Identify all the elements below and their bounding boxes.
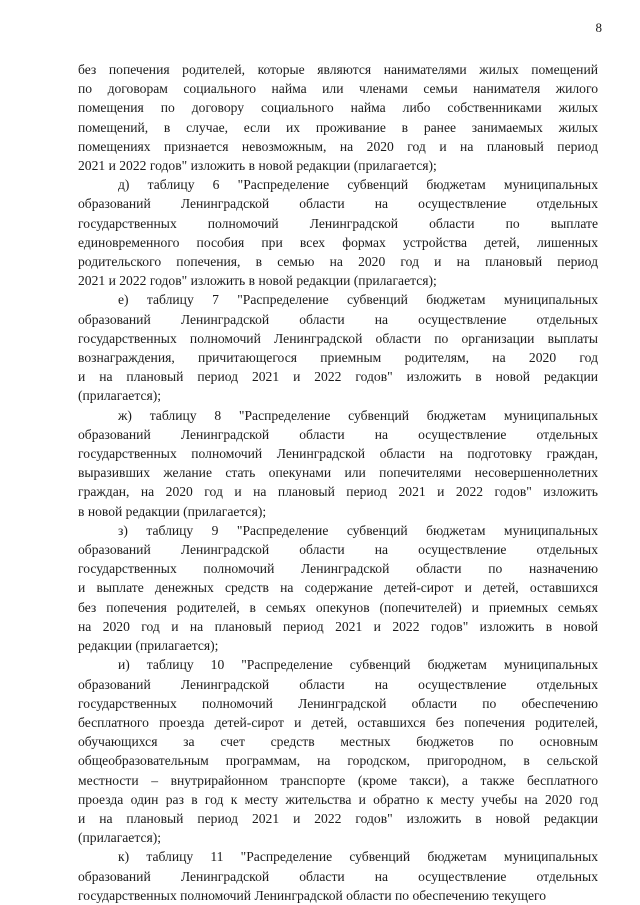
text-line: вознаграждения, причитающегося приемным родителям, на 2020 год xyxy=(78,350,598,366)
text-line: з) таблицу 9 "Распределение субвенций бюджетам муниципальных xyxy=(118,522,598,538)
text-line: без попечения родителей, в семьях опекунов (попечителей) и приемных семьях xyxy=(78,599,598,615)
text-line: и на плановый период 2021 и 2022 годов" изложить в новой редакции xyxy=(78,369,598,385)
text-line: граждан, на 2020 год и на плановый период 2021 и 2022 годов" изложить xyxy=(78,484,598,500)
text-line: и выплате денежных средств на содержание детей-сирот и детей, оставшихся xyxy=(78,580,598,596)
text-line: 2021 и 2022 годов" изложить в новой редакции (прилагается); xyxy=(78,158,437,174)
text-line: единовременного пособия при всех формах устройства детей, лишенных xyxy=(78,234,598,250)
text-line: на 2020 год и на плановый период 2021 и 2022 годов" изложить в новой xyxy=(78,618,598,634)
text-line: государственных полномочий Ленинградской области на подготовку граждан, xyxy=(78,446,598,462)
text-line: родительского попечения, в семью на 2020 год и на плановый период xyxy=(78,254,598,270)
paragraph-continuation xyxy=(78,60,598,175)
text-line: без попечения родителей, которые являются нанимателями жилых помещений xyxy=(78,62,598,77)
text-line: государственных полномочий Ленинградской области по организации выплаты xyxy=(78,330,598,346)
text-line: образований Ленинградской области на осуществление отдельных xyxy=(78,196,598,212)
text-line: помещения по договору социального найма либо собственниками жилых xyxy=(78,100,598,116)
page-number: 8 xyxy=(595,20,602,35)
document-body xyxy=(78,60,598,905)
text-line: обучающихся за счет средств местных бюджетов по основным xyxy=(78,734,598,750)
text-line: образований Ленинградской области на осуществление отдельных xyxy=(78,311,598,327)
text-line: 2021 и 2022 годов" изложить в новой редакции (прилагается); xyxy=(78,273,437,289)
text-line: государственных полномочий Ленинградской области по назначению xyxy=(78,561,598,577)
text-line: государственных полномочий Ленинградской области по выплате xyxy=(78,215,598,231)
text-line: местности – внутрирайонном транспорте (кроме такси), а также бесплатного xyxy=(78,772,598,788)
paragraph-item-z xyxy=(78,521,598,655)
text-line: по договорам социального найма или членами семьи нанимателя жилого xyxy=(78,81,598,97)
paragraph-item-e xyxy=(78,290,598,405)
text-line: выразивших желание стать опекунами или попечителями несовершеннолетних xyxy=(78,465,598,481)
text-line: (прилагается); xyxy=(78,830,162,846)
text-line: редакции (прилагается); xyxy=(78,638,219,654)
text-line: образований Ленинградской области на осуществление отдельных xyxy=(78,868,598,884)
paragraph-item-i xyxy=(78,655,598,847)
text-line: ж) таблицу 8 "Распределение субвенций бюджетам муниципальных xyxy=(118,407,598,423)
text-line: государственных полномочий Ленинградской области по обеспечению текущего xyxy=(78,887,547,903)
text-line: е) таблицу 7 "Распределение субвенций бюджетам муниципальных xyxy=(118,292,598,308)
paragraph-item-d xyxy=(78,175,598,290)
text-line: общеобразовательным программам, на городском, пригородном, в сельской xyxy=(78,753,598,769)
text-line: проезда один раз в год к месту жительства и обратно к месту учебы на 2020 год xyxy=(78,791,598,807)
text-line: бесплатного проезда детей-сирот и детей, оставшихся без попечения родителей, xyxy=(78,714,598,730)
paragraph-item-k xyxy=(78,847,598,905)
text-line: образований Ленинградской области на осуществление отдельных xyxy=(78,676,598,692)
text-line: и на плановый период 2021 и 2022 годов" изложить в новой редакции xyxy=(78,810,598,826)
text-line: в новой редакции (прилагается); xyxy=(78,503,267,519)
text-line: к) таблицу 11 "Распределение субвенций бюджетам муниципальных xyxy=(118,849,598,865)
text-line: образований Ленинградской области на осуществление отдельных xyxy=(78,426,598,442)
text-line: государственных полномочий Ленинградской области по обеспечению xyxy=(78,695,598,711)
text-line: образований Ленинградской области на осуществление отдельных xyxy=(78,542,598,558)
text-line: помещениях признается невозможным, на 2020 год и на плановый период xyxy=(78,138,598,154)
text-line: и) таблицу 10 "Распределение субвенций бюджетам муниципальных xyxy=(118,657,598,673)
paragraph-item-zh xyxy=(78,406,598,521)
text-line: д) таблицу 6 "Распределение субвенций бюджетам муниципальных xyxy=(118,177,598,193)
text-line: (прилагается); xyxy=(78,388,162,404)
text-line: помещений, в случае, если их проживание в ранее занимаемых жилых xyxy=(78,119,598,135)
